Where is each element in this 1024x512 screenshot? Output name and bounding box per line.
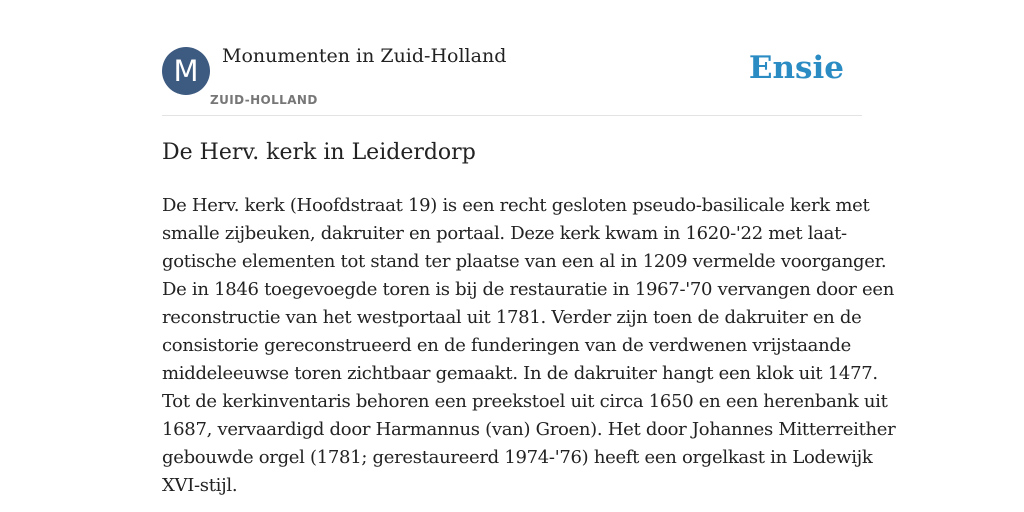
source-title[interactable]: Monumenten in Zuid-Holland (222, 45, 507, 67)
article-title: De Herv. kerk in Leiderdorp (162, 140, 476, 165)
body-line: gebouwde orgel (1781; gerestaureerd 1974-'76) heeft een orgelkast in Lodewijk (162, 447, 873, 468)
body-line: middeleeuwse toren zichtbaar gemaakt. In de dakruiter hangt een klok uit 1477. (162, 363, 878, 384)
article-body (162, 192, 896, 500)
source-avatar[interactable]: M (162, 47, 210, 95)
body-line: 1687, vervaardigd door Harmannus (van) Groen). Het door Johannes Mitterreither (162, 419, 896, 440)
body-line: consistorie gereconstrueerd en de funderingen van de verdwenen vrijstaande (162, 335, 851, 356)
source-category[interactable]: ZUID-HOLLAND (210, 93, 318, 107)
body-line: XVI-stijl. (162, 475, 238, 496)
body-line: gotische elementen tot stand ter plaatse van een al in 1209 vermelde voorganger. (162, 251, 887, 272)
header-divider (162, 115, 862, 116)
body-line: De Herv. kerk (Hoofdstraat 19) is een recht gesloten pseudo-basilicale kerk met (162, 195, 870, 216)
ensie-logo[interactable]: Ensie (748, 50, 844, 86)
article-card (162, 0, 896, 512)
body-line: De in 1846 toegevoegde toren is bij de restauratie in 1967-'70 vervangen door een (162, 279, 895, 300)
body-line: Tot de kerkinventaris behoren een preekstoel uit circa 1650 en een herenbank uit (162, 391, 888, 412)
body-line: reconstructie van het westportaal uit 1781. Verder zijn toen de dakruiter en de (162, 307, 862, 328)
body-line: smalle zijbeuken, dakruiter en portaal. Deze kerk kwam in 1620-'22 met laat- (162, 223, 847, 244)
